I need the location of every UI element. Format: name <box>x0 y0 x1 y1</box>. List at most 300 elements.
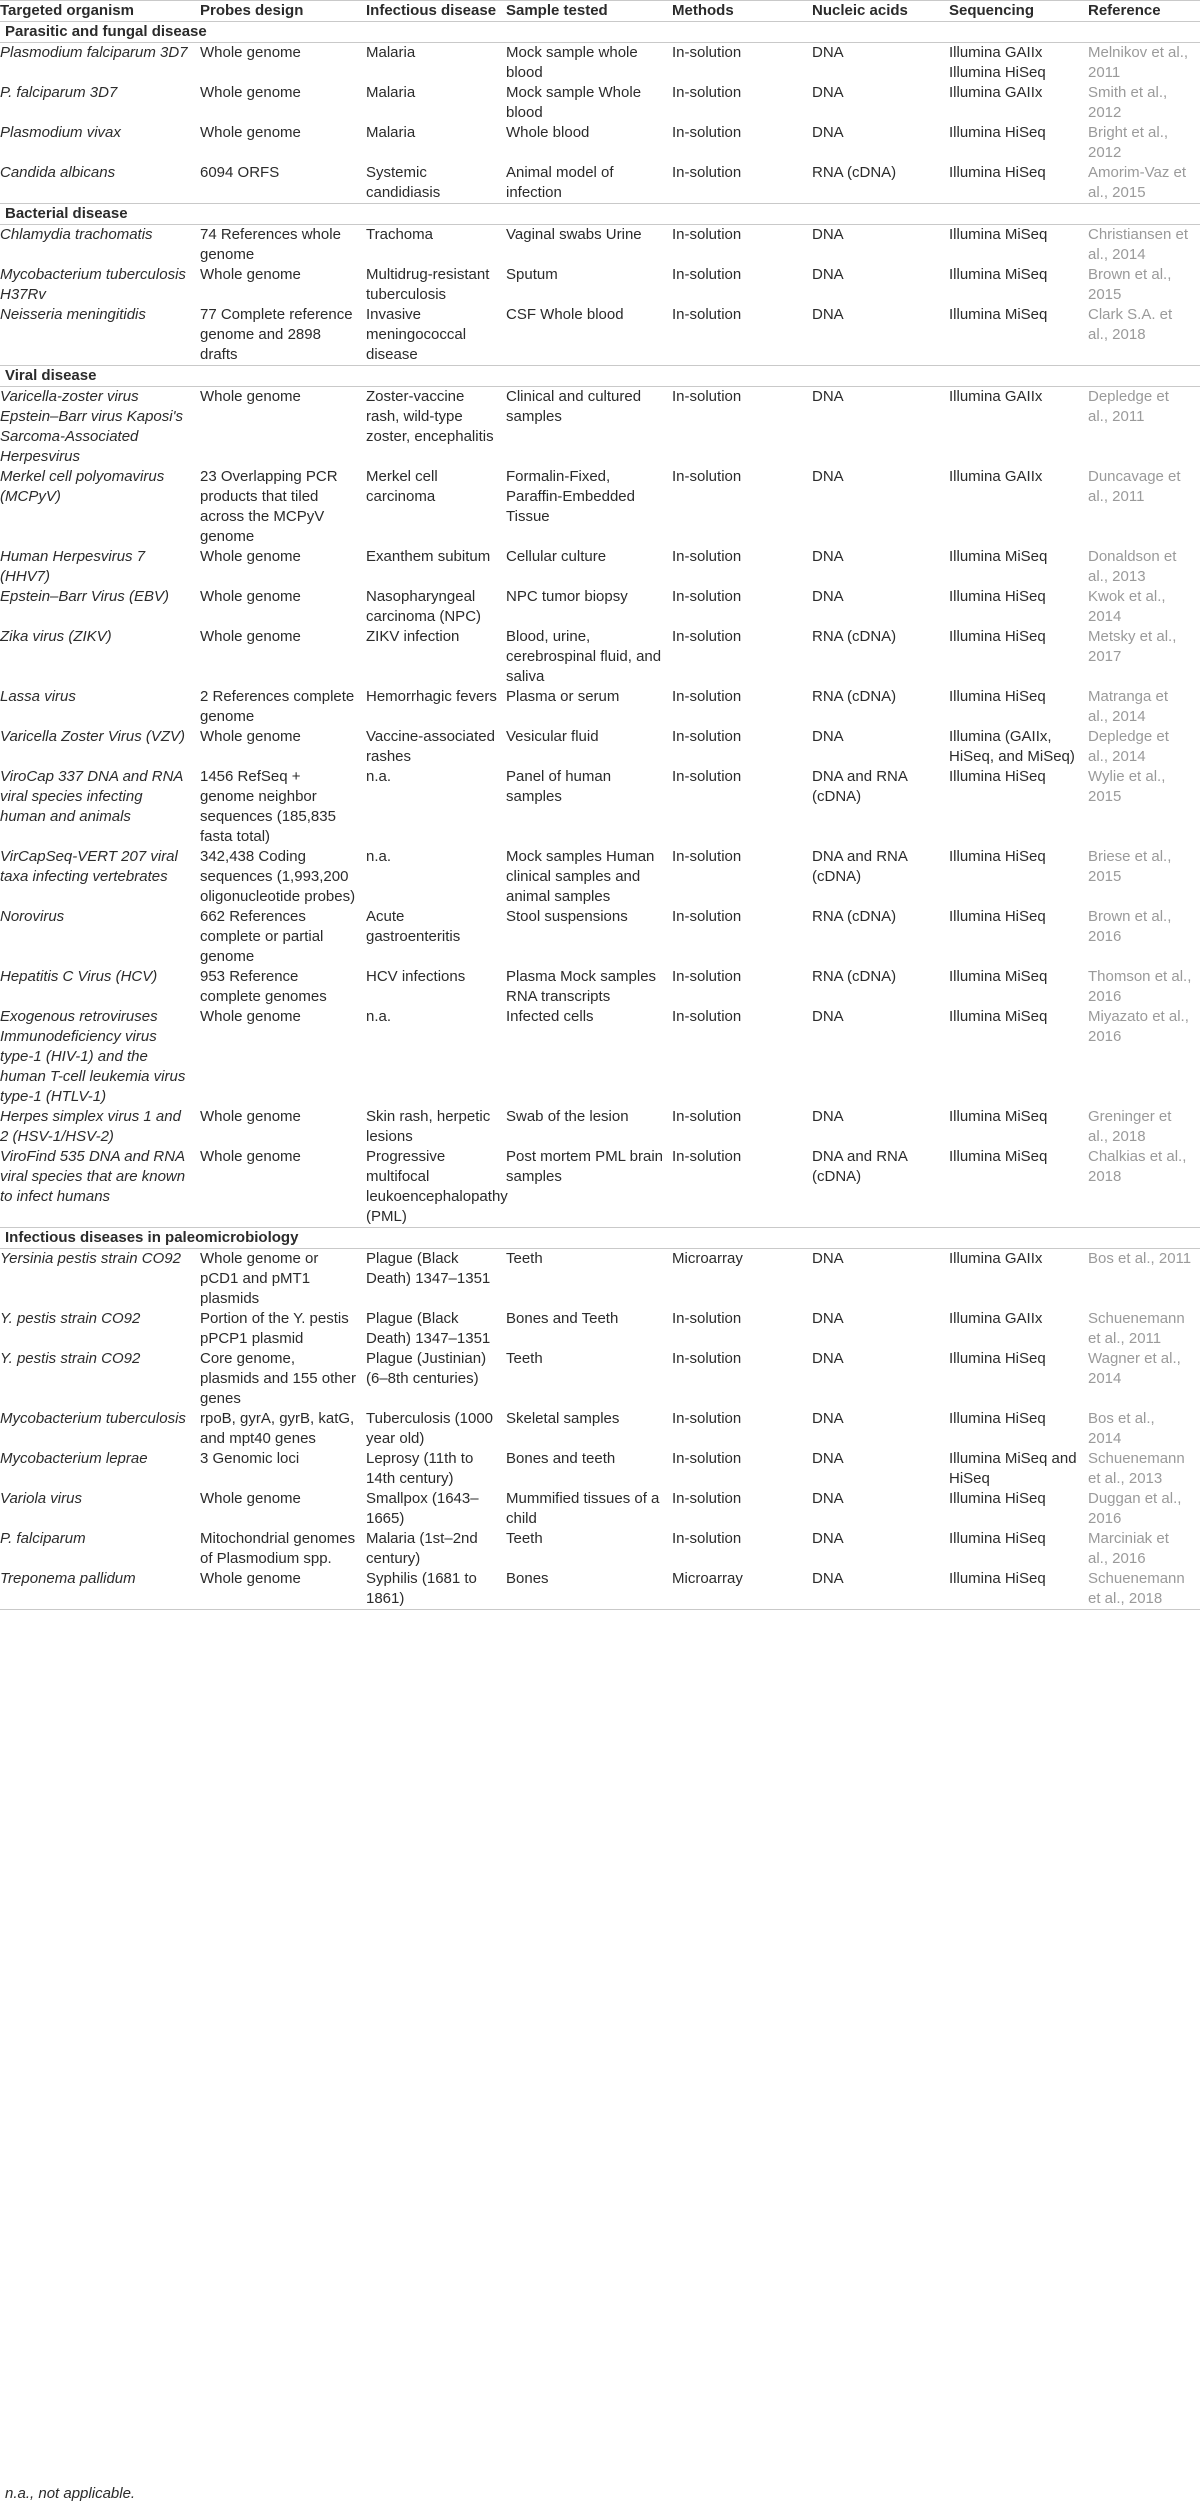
cell-text: RNA (cDNA) <box>812 628 897 645</box>
table-row <box>0 967 1200 1007</box>
table-cell <box>506 305 672 366</box>
table-cell <box>672 1529 812 1569</box>
column-header: Sample tested <box>506 1 672 22</box>
table-cell <box>949 1489 1088 1529</box>
table-cell <box>0 1569 200 1610</box>
cell-text: RNA (cDNA) <box>812 908 897 925</box>
cell-text: Teeth <box>506 1350 543 1367</box>
table-cell <box>506 627 672 687</box>
table-cell <box>672 727 812 767</box>
cell-text: DNA <box>812 44 844 61</box>
table-cell <box>812 1007 949 1107</box>
section-row <box>0 204 1200 225</box>
table-row <box>0 225 1200 266</box>
cell-text: Bones and teeth <box>506 1450 616 1467</box>
table-cell <box>949 1007 1088 1107</box>
column-header: Targeted organism <box>0 1 200 22</box>
cell-text: In-solution <box>672 1530 742 1547</box>
cell-text: DNA <box>812 548 844 565</box>
table-row <box>0 627 1200 687</box>
table-cell <box>0 847 200 907</box>
cell-text: Chalkias et al., 2018 <box>1088 1148 1187 1185</box>
table-cell <box>0 907 200 967</box>
table-cell <box>0 1249 200 1310</box>
cell-text: Marciniak et al., 2016 <box>1088 1530 1169 1567</box>
table-row <box>0 1007 1200 1107</box>
table-cell <box>366 1489 506 1529</box>
table-cell <box>1088 1349 1200 1409</box>
table-row <box>0 1249 1200 1310</box>
table-cell <box>812 767 949 847</box>
table-cell <box>200 687 366 727</box>
table-cell <box>1088 1449 1200 1489</box>
table-cell <box>1088 1569 1200 1610</box>
table-cell <box>949 847 1088 907</box>
table-cell <box>366 1569 506 1610</box>
table-cell <box>506 1489 672 1529</box>
table-cell <box>1088 1309 1200 1349</box>
column-header: Methods <box>672 1 812 22</box>
cell-text: Briese et al., 2015 <box>1088 848 1172 885</box>
cell-text: In-solution <box>672 1410 742 1427</box>
table-cell <box>506 1449 672 1489</box>
cell-text: DNA <box>812 266 844 283</box>
table-cell <box>812 83 949 123</box>
cell-text: Illumina MiSeq <box>949 1108 1048 1125</box>
table-row <box>0 767 1200 847</box>
cell-text: Post mortem PML brain samples <box>506 1148 663 1185</box>
cell-text: Lassa virus <box>0 688 76 705</box>
cell-text: DNA <box>812 468 844 485</box>
cell-text: Donaldson et al., 2013 <box>1088 548 1177 585</box>
table-cell <box>506 1529 672 1569</box>
table-cell <box>200 767 366 847</box>
table-cell <box>812 1349 949 1409</box>
cell-text: Zika virus (ZIKV) <box>0 628 112 645</box>
table-cell <box>506 1007 672 1107</box>
cell-text: DNA <box>812 124 844 141</box>
section-title: Bacterial disease <box>0 204 1200 225</box>
table-cell <box>812 727 949 767</box>
table-row <box>0 1309 1200 1349</box>
cell-text: Whole genome <box>200 628 301 645</box>
column-header: Nucleic acids <box>812 1 949 22</box>
cell-text: Illumina GAIIx <box>949 1250 1043 1267</box>
cell-text: Illumina HiSeq <box>949 124 1046 141</box>
table-cell <box>672 1249 812 1310</box>
table-cell <box>672 305 812 366</box>
cell-text: DNA <box>812 1450 844 1467</box>
cell-text: In-solution <box>672 84 742 101</box>
table-cell <box>672 1309 812 1349</box>
table-cell <box>506 225 672 266</box>
table-cell <box>949 1569 1088 1610</box>
cell-text: Melnikov et al., 2011 <box>1088 44 1189 81</box>
cell-text: In-solution <box>672 688 742 705</box>
table-cell <box>949 1349 1088 1409</box>
cell-text: Acute gastroenteritis <box>366 908 461 945</box>
table-cell <box>949 83 1088 123</box>
cell-text: In-solution <box>672 266 742 283</box>
table-cell <box>506 547 672 587</box>
table-cell <box>949 627 1088 687</box>
cell-text: In-solution <box>672 628 742 645</box>
table-cell <box>0 1449 200 1489</box>
cell-text: RNA (cDNA) <box>812 688 897 705</box>
table-row <box>0 83 1200 123</box>
cell-text: Plasmodium vivax <box>0 124 121 141</box>
table-cell <box>0 687 200 727</box>
table-row <box>0 1529 1200 1569</box>
table-cell <box>506 847 672 907</box>
cell-text: P. falciparum <box>0 1530 86 1547</box>
table-cell <box>0 627 200 687</box>
cell-text: Bones and Teeth <box>506 1310 619 1327</box>
cell-text: Clark S.A. et al., 2018 <box>1088 306 1173 343</box>
table-cell <box>1088 1489 1200 1529</box>
cell-text: Depledge et al., 2011 <box>1088 388 1169 425</box>
cell-text: In-solution <box>672 768 742 785</box>
cell-text: Malaria <box>366 124 416 141</box>
table-cell <box>366 1449 506 1489</box>
cell-text: Whole genome <box>200 388 301 405</box>
cell-text: Invasive meningococcal disease <box>366 306 467 363</box>
table-cell <box>672 1147 812 1228</box>
cell-text: DNA <box>812 1310 844 1327</box>
table-cell <box>812 225 949 266</box>
table-row <box>0 907 1200 967</box>
table-cell <box>672 265 812 305</box>
cell-text: Illumina HiSeq <box>949 1530 1046 1547</box>
table-cell <box>812 587 949 627</box>
table-cell <box>200 967 366 1007</box>
table-row <box>0 163 1200 204</box>
cell-text: Human Herpesvirus 7 (HHV7) <box>0 548 146 585</box>
table-cell <box>366 1529 506 1569</box>
table-cell <box>1088 1147 1200 1228</box>
cell-text: Multidrug-resistant tuberculosis <box>366 266 490 303</box>
cell-text: Illumina HiSeq <box>949 848 1046 865</box>
table-cell <box>0 163 200 204</box>
table-cell <box>949 967 1088 1007</box>
table-cell <box>0 305 200 366</box>
table-cell <box>366 467 506 547</box>
table-cell <box>506 123 672 163</box>
cell-text: Bos et al., 2011 <box>1088 1250 1192 1267</box>
cell-text: Malaria <box>366 44 416 61</box>
table-cell <box>812 907 949 967</box>
table-cell <box>366 767 506 847</box>
table-cell <box>506 1569 672 1610</box>
cell-text: DNA and RNA (cDNA) <box>812 1148 908 1185</box>
table-cell <box>949 163 1088 204</box>
cell-text: DNA <box>812 1108 844 1125</box>
table-cell <box>672 547 812 587</box>
cell-text: Stool suspensions <box>506 908 628 925</box>
cell-text: In-solution <box>672 388 742 405</box>
cell-text: Christiansen et al., 2014 <box>1088 226 1189 263</box>
table-cell <box>506 163 672 204</box>
cell-text: DNA <box>812 1410 844 1427</box>
cell-text: Hemorrhagic fevers <box>366 688 497 705</box>
cell-text: Brown et al., 2016 <box>1088 908 1172 945</box>
table-row <box>0 1489 1200 1529</box>
cell-text: Greninger et al., 2018 <box>1088 1108 1172 1145</box>
table-cell <box>949 43 1088 84</box>
table-cell <box>200 1309 366 1349</box>
table-cell <box>366 727 506 767</box>
cell-text: Matranga et al., 2014 <box>1088 688 1169 725</box>
table-cell <box>812 847 949 907</box>
table-cell <box>812 627 949 687</box>
table-cell <box>812 123 949 163</box>
table-cell <box>1088 687 1200 727</box>
cell-text: Herpes simplex virus 1 and 2 (HSV-1/HSV-2) <box>0 1108 181 1145</box>
cell-text: Illumina MiSeq <box>949 1148 1048 1165</box>
cell-text: DNA and RNA (cDNA) <box>812 848 908 885</box>
table-cell <box>1088 727 1200 767</box>
table-cell <box>949 1529 1088 1569</box>
table-cell <box>366 163 506 204</box>
column-header: Reference <box>1088 1 1200 22</box>
cell-text: Exogenous retroviruses Immunodeficiency virus type-1 (HIV-1) and the human T-cell leukemia virus type-1 (HTLV-1) <box>0 1008 186 1105</box>
table-cell <box>200 83 366 123</box>
cell-text: In-solution <box>672 124 742 141</box>
cell-text: Whole genome <box>200 728 301 745</box>
cell-text: Bright et al., 2012 <box>1088 124 1169 161</box>
cell-text: Whole genome <box>200 44 301 61</box>
table-cell <box>0 43 200 84</box>
cell-text: Illumina HiSeq <box>949 1350 1046 1367</box>
cell-text: Exanthem subitum <box>366 548 491 565</box>
table-cell <box>672 767 812 847</box>
cell-text: In-solution <box>672 1008 742 1025</box>
table-cell <box>506 587 672 627</box>
table-row <box>0 43 1200 84</box>
table-cell <box>812 967 949 1007</box>
table-cell <box>366 1309 506 1349</box>
cell-text: Malaria (1st–2nd century) <box>366 1530 478 1567</box>
cell-text: DNA <box>812 388 844 405</box>
cell-text: Illumina HiSeq <box>949 1490 1046 1507</box>
table-cell <box>1088 967 1200 1007</box>
table-cell <box>366 1107 506 1147</box>
table-cell <box>949 123 1088 163</box>
table-cell <box>366 123 506 163</box>
cell-text: Infected cells <box>506 1008 594 1025</box>
table-cell <box>366 847 506 907</box>
table-cell <box>506 687 672 727</box>
section-row <box>0 1228 1200 1249</box>
table-cell <box>1088 547 1200 587</box>
table-cell <box>812 1489 949 1529</box>
cell-text: Candida albicans <box>0 164 116 181</box>
table-cell <box>200 727 366 767</box>
table-cell <box>812 1529 949 1569</box>
table-cell <box>672 587 812 627</box>
table-cell <box>672 225 812 266</box>
cell-text: In-solution <box>672 908 742 925</box>
table-cell <box>366 1249 506 1310</box>
section-row <box>0 22 1200 43</box>
table-cell <box>1088 123 1200 163</box>
table-cell <box>672 1107 812 1147</box>
table-row <box>0 1449 1200 1489</box>
cell-text: Trachoma <box>366 226 433 243</box>
table-row <box>0 587 1200 627</box>
table-cell <box>949 387 1088 468</box>
table-cell <box>672 1349 812 1409</box>
cell-text: Vaccine-associated rashes <box>366 728 495 765</box>
table-cell <box>200 225 366 266</box>
table-cell <box>672 1449 812 1489</box>
table-cell <box>949 265 1088 305</box>
cell-text: DNA <box>812 1530 844 1547</box>
table-cell <box>949 1409 1088 1449</box>
cell-text: DNA <box>812 1350 844 1367</box>
table-cell <box>812 1309 949 1349</box>
table-cell <box>200 305 366 366</box>
table-cell <box>949 305 1088 366</box>
section-title: Infectious diseases in paleomicrobiology <box>0 1228 1200 1249</box>
table-cell <box>200 1107 366 1147</box>
table-cell <box>506 1147 672 1228</box>
table-cell <box>1088 1249 1200 1310</box>
cell-text: Neisseria meningitidis <box>0 306 146 323</box>
table-cell <box>506 967 672 1007</box>
cell-text: Illumina GAIIx <box>949 84 1043 101</box>
cell-text: In-solution <box>672 44 742 61</box>
cell-text: Schuenemann et al., 2013 <box>1088 1450 1185 1487</box>
cell-text: Norovirus <box>0 908 65 925</box>
table-cell <box>672 907 812 967</box>
table-cell <box>672 467 812 547</box>
table-cell <box>1088 225 1200 266</box>
table-cell <box>1088 767 1200 847</box>
cell-text: Zoster-vaccine rash, wild-type zoster, encephalitis <box>366 388 494 445</box>
cell-text: Illumina HiSeq <box>949 1570 1046 1587</box>
cell-text: Illumina MiSeq and HiSeq <box>949 1450 1077 1487</box>
table-cell <box>949 1309 1088 1349</box>
cell-text: Mock sample Whole blood <box>506 84 642 121</box>
cell-text: Y. pestis strain CO92 <box>0 1310 141 1327</box>
table-cell <box>1088 907 1200 967</box>
cell-text: Systemic candidiasis <box>366 164 441 201</box>
cell-text: DNA and RNA (cDNA) <box>812 768 908 805</box>
table-cell <box>0 83 200 123</box>
cell-text: Smith et al., 2012 <box>1088 84 1168 121</box>
table-cell <box>200 43 366 84</box>
table-cell <box>0 1107 200 1147</box>
cell-text: Portion of the Y. pestis pPCP1 plasmid <box>200 1310 349 1347</box>
table-cell <box>0 1489 200 1529</box>
header-row <box>0 1 1200 22</box>
table-row <box>0 123 1200 163</box>
table-cell <box>672 687 812 727</box>
table-cell <box>1088 847 1200 907</box>
cell-text: Hepatitis C Virus (HCV) <box>0 968 158 985</box>
table-cell <box>672 1409 812 1449</box>
cell-text: Depledge et al., 2014 <box>1088 728 1169 765</box>
cell-text: In-solution <box>672 1490 742 1507</box>
table-cell <box>506 907 672 967</box>
table-cell <box>672 123 812 163</box>
cell-text: Vesicular fluid <box>506 728 599 745</box>
table-cell <box>812 1147 949 1228</box>
cell-text: ViroFind 535 DNA and RNA viral species that are known to infect humans <box>0 1148 186 1205</box>
table-row <box>0 305 1200 366</box>
cell-text: In-solution <box>672 1148 742 1165</box>
table-cell <box>506 1309 672 1349</box>
cell-text: Sputum <box>506 266 558 283</box>
cell-text: DNA <box>812 306 844 323</box>
cell-text: Mycobacterium tuberculosis H37Rv <box>0 266 186 303</box>
table-cell <box>672 163 812 204</box>
cell-text: RNA (cDNA) <box>812 164 897 181</box>
cell-text: Core genome, plasmids and 155 other genes <box>200 1350 356 1407</box>
table-cell <box>0 767 200 847</box>
cell-text: DNA <box>812 588 844 605</box>
table-header <box>0 1 1200 22</box>
table-cell <box>1088 305 1200 366</box>
table-cell <box>506 1349 672 1409</box>
cell-text: Whole genome <box>200 588 301 605</box>
cell-text: Illumina MiSeq <box>949 226 1048 243</box>
table-row <box>0 687 1200 727</box>
table-cell <box>949 687 1088 727</box>
cell-text: Formalin-Fixed, Paraffin-Embedded Tissue <box>506 468 635 525</box>
cell-text: Whole genome or pCD1 and pMT1 plasmids <box>200 1250 319 1307</box>
column-header: Sequencing <box>949 1 1088 22</box>
cell-text: P. falciparum 3D7 <box>0 84 118 101</box>
cell-text: Duncavage et al., 2011 <box>1088 468 1181 505</box>
cell-text: 662 References complete or partial genome <box>200 908 324 965</box>
column-header: Probes design <box>200 1 366 22</box>
table-cell <box>672 1489 812 1529</box>
table-cell <box>949 1449 1088 1489</box>
cell-text: Illumina GAIIx <box>949 468 1043 485</box>
cell-text: DNA <box>812 1490 844 1507</box>
cell-text: Plague (Black Death) 1347–1351 <box>366 1250 491 1287</box>
cell-text: Illumina MiSeq <box>949 1008 1048 1025</box>
cell-text: Bones <box>506 1570 549 1587</box>
table-cell <box>200 587 366 627</box>
cell-text: In-solution <box>672 226 742 243</box>
table-cell <box>200 1449 366 1489</box>
cell-text: 3 Genomic loci <box>200 1450 300 1467</box>
table-cell <box>366 1147 506 1228</box>
cell-text: ViroCap 337 DNA and RNA viral species infecting human and animals <box>0 768 183 825</box>
section-row <box>0 366 1200 387</box>
table-cell <box>506 43 672 84</box>
table-cell <box>812 163 949 204</box>
table-cell <box>949 727 1088 767</box>
cell-text: DNA <box>812 226 844 243</box>
cell-text: Whole genome <box>200 1490 301 1507</box>
table-cell <box>949 907 1088 967</box>
table-cell <box>200 467 366 547</box>
table-cell <box>949 1107 1088 1147</box>
table-cell <box>0 467 200 547</box>
cell-text: Illumina MiSeq <box>949 548 1048 565</box>
table-cell <box>506 265 672 305</box>
table-cell <box>0 727 200 767</box>
cell-text: Illumina (GAIIx, HiSeq, and MiSeq) <box>949 728 1075 765</box>
table-cell <box>0 1147 200 1228</box>
cell-text: Varicella Zoster Virus (VZV) <box>0 728 186 745</box>
table-cell <box>366 627 506 687</box>
cell-text: Skin rash, herpetic lesions <box>366 1108 491 1145</box>
